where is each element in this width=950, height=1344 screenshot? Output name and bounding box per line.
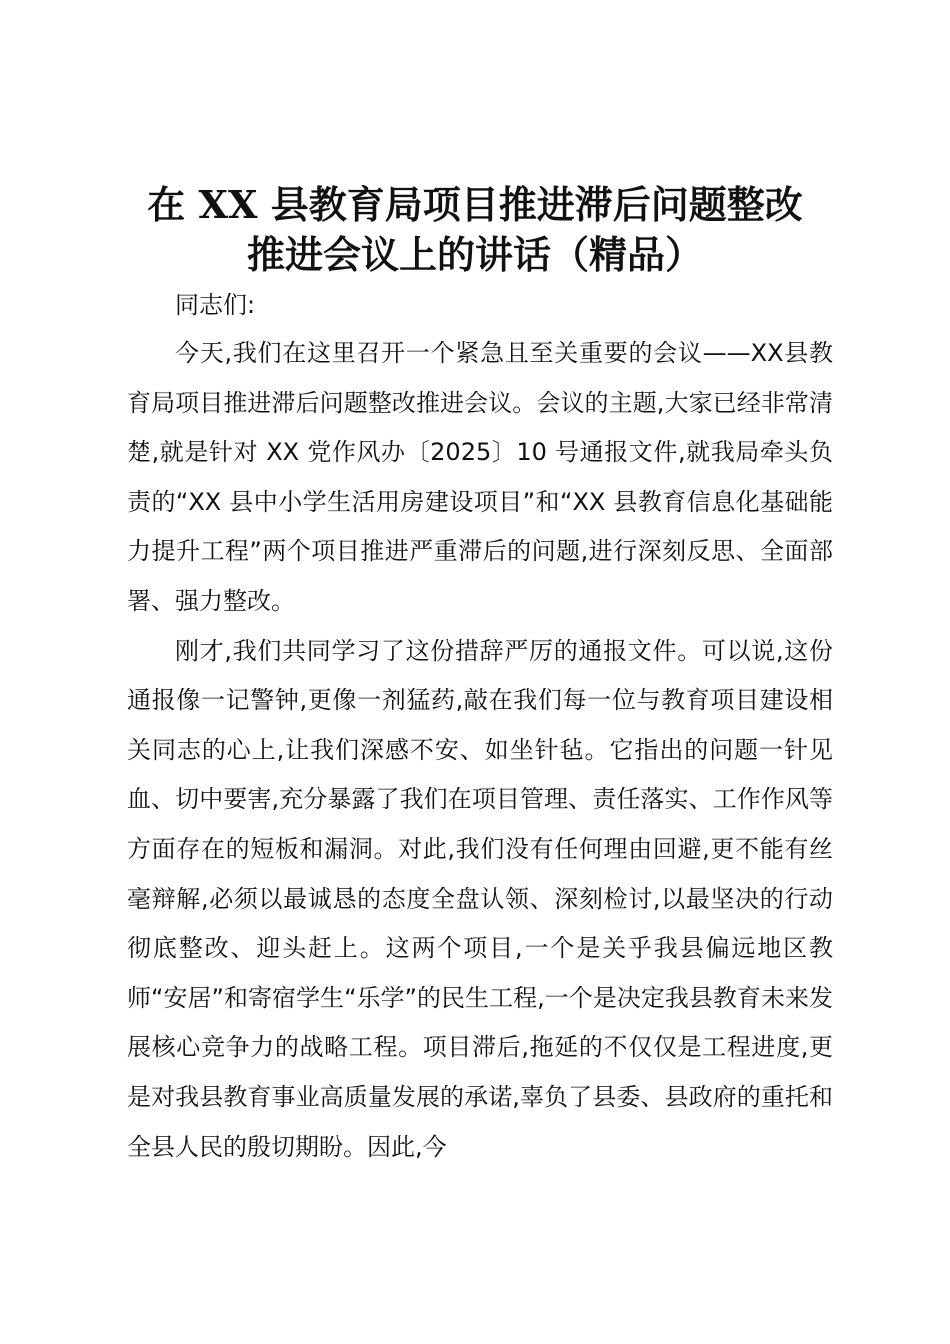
title-line-1: 在 XX 县教育局项目推进滞后问题整改: [147, 182, 803, 227]
document-body: [127, 283, 833, 1172]
greeting: 同志们:: [175, 291, 256, 319]
document-title: [100, 180, 850, 280]
title-line-2: 推进会议上的讲话（精品）: [246, 232, 703, 277]
paragraph-1: 今天,我们在这里召开一个紧急且至关重要的会议——XX县教育局项目推进滞后问题整改推进会议。会议的主题,大家已经非常清楚,就是针对 XX 党作风办〔2025〕10 号通报文件,就我局牵头负责的“XX 县中小学生活用房建设项目”和“XX 县教育信息化基础能力提升工程”两个项目推进严重滞后的问题,进行深刻反思、全面部署、强力整改。: [127, 339, 833, 615]
paragraph-2: 刚才,我们共同学习了这份措辞严厉的通报文件。可以说,这份通报像一记警钟,更像一剂猛药,敲在我们每一位与教育项目建设相关同志的心上,让我们深感不安、如坐针毡。它指出的问题一针见血、切中要害,充分暴露了我们在项目管理、责任落实、工作作风等方面存在的短板和漏洞。对此,我们没有任何理由回避,更不能有丝毫辩解,必须以最诚恳的态度全盘认领、深刻检讨,以最坚决的行动彻底整改、迎头赶上。这两个项目,一个是关乎我县偏远地区教师“安居”和寄宿学生“乐学”的民生工程,一个是决定我县教育未来发展核心竞争力的战略工程。项目滞后,拖延的不仅仅是工程进度,更是对我县教育事业高质量发展的承诺,辜负了县委、县政府的重托和全县人民的殷切期盼。因此,今: [127, 636, 833, 1161]
